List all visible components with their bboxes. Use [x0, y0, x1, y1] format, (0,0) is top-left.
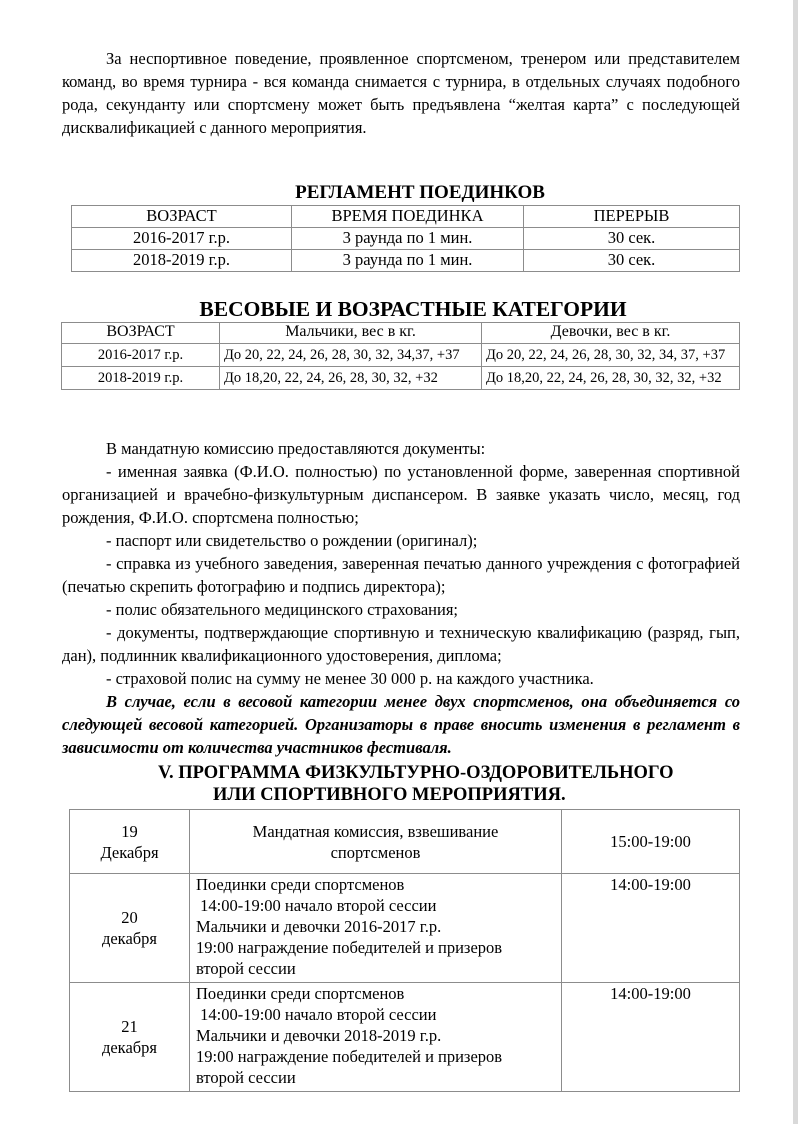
activity-line: Поединки среди спортсменов [196, 984, 405, 1003]
documents-section [62, 437, 740, 759]
table-cell: До 18,20, 22, 24, 26, 28, 30, 32, 32, +32 [482, 367, 740, 390]
table-header-row [62, 323, 740, 344]
time-cell: 14:00-19:00 [562, 983, 740, 1092]
activity-line: 19:00 награждение победителей и призеров [196, 1047, 503, 1066]
date-cell [70, 983, 190, 1092]
table-cell: 3 раунда по 1 мин. [292, 250, 524, 272]
table-cell: До 20, 22, 24, 26, 28, 30, 32, 34,37, +37 [220, 344, 482, 367]
date-day: 19 [121, 821, 138, 841]
table-cell: 2016-2017 г.р. [72, 228, 292, 250]
table-cell: 30 сек. [524, 228, 740, 250]
program-title-line1: V. ПРОГРАММА ФИЗКУЛЬТУРНО-ОЗДОРОВИТЕЛЬНОГО [158, 763, 674, 783]
activity-cell [190, 983, 562, 1092]
activity-cell [190, 810, 562, 874]
date-cell [70, 810, 190, 874]
date-month: Декабря [100, 842, 159, 862]
date-day: 21 [121, 1017, 138, 1036]
activity-line: 14:00-19:00 начало второй сессии [196, 896, 437, 915]
table-row [72, 250, 740, 272]
document-item: - полис обязательного медицинского страхования; [106, 600, 458, 619]
table-cell: 3 раунда по 1 мин. [292, 228, 524, 250]
activity-line: спортсменов [330, 842, 421, 862]
document-item: - паспорт или свидетельство о рождении (оригинал); [106, 531, 478, 550]
table-cell: До 18,20, 22, 24, 26, 28, 30, 32, +32 [220, 367, 482, 390]
table-header-cell: ПЕРЕРЫВ [524, 206, 740, 228]
date-month: декабря [101, 929, 158, 948]
activity-line: второй сессии [196, 1068, 296, 1087]
table-cell: 2018-2019 г.р. [62, 367, 220, 390]
activity-line: Поединки среди спортсменов [196, 875, 405, 894]
document-item: - справка из учебного заведения, заверенная печатью данного учреждения с фотографией (печатью скрепить фотографию и подпись директора); [62, 554, 740, 596]
table-cell: 30 сек. [524, 250, 740, 272]
date-month: декабря [101, 1038, 158, 1057]
page-edge-shadow [793, 0, 798, 1124]
document-item: - документы, подтверждающие спортивную и техническую квалификацию (разряд, гып, дан), подлинник квалификационного удостоверения, диплома; [62, 623, 740, 665]
table-cell: До 20, 22, 24, 26, 28, 30, 32, 34, 37, +37 [482, 344, 740, 367]
table-header-cell: Девочки, вес в кг. [482, 323, 740, 344]
activity-cell [190, 874, 562, 983]
fights-regulation-title: РЕГЛАМЕНТ ПОЕДИНКОВ [295, 182, 545, 203]
weight-category-note: В случае, если в весовой категории менее двух спортсменов, она объединяется со следующей весовой категорией. Организаторы в праве вносить изменения в регламент в зависимости от количества участников фестиваля. [62, 692, 740, 757]
table-header-row [72, 206, 740, 228]
activity-line: Мандатная комиссия, взвешивание [252, 821, 499, 841]
table-header-cell: Мальчики, вес в кг. [220, 323, 482, 344]
fights-regulation-table [71, 205, 740, 272]
document-item: - именная заявка (Ф.И.О. полностью) по установленной форме, заверенная спортивной организацией и врачебно-физкультурным диспансером. В заявке указать число, месяц, год рождения, Ф.И.О. спортсмена полностью; [62, 462, 740, 527]
document-item: - страховой полис на сумму не менее 30 000 р. на каждого участника. [106, 669, 594, 688]
documents-intro: В мандатную комиссию предоставляются документы: [106, 439, 486, 458]
weight-categories-table [61, 322, 740, 390]
time-cell: 15:00-19:00 [562, 810, 740, 874]
table-cell: 2018-2019 г.р. [72, 250, 292, 272]
intro-paragraph: За неспортивное поведение, проявленное спортсменом, тренером или представителем команд, во время турнира - вся команда снимается с турнира, в отдельных случаях подобного рода, секунданту или спортсмену может быть предъявлена “желтая карта” с последующей дисквалификацией с данного мероприятия. [62, 49, 740, 137]
table-row [70, 810, 740, 874]
table-row [72, 228, 740, 250]
time-cell: 14:00-19:00 [562, 874, 740, 983]
date-day: 20 [121, 908, 138, 927]
activity-line: второй сессии [196, 959, 296, 978]
table-header-cell: ВРЕМЯ ПОЕДИНКА [292, 206, 524, 228]
activity-line: Мальчики и девочки 2018-2019 г.р. [196, 1026, 442, 1045]
table-row [70, 983, 740, 1092]
program-title-line2: ИЛИ СПОРТИВНОГО МЕРОПРИЯТИЯ. [213, 785, 566, 805]
table-row [62, 367, 740, 390]
program-table [69, 809, 740, 1092]
weight-categories-title: ВЕСОВЫЕ И ВОЗРАСТНЫЕ КАТЕГОРИИ [199, 297, 627, 321]
table-row [62, 344, 740, 367]
table-header-cell: ВОЗРАСТ [62, 323, 220, 344]
activity-line: 19:00 награждение победителей и призеров [196, 938, 503, 957]
table-header-cell: ВОЗРАСТ [72, 206, 292, 228]
table-cell: 2016-2017 г.р. [62, 344, 220, 367]
activity-line: Мальчики и девочки 2016-2017 г.р. [196, 917, 442, 936]
activity-line: 14:00-19:00 начало второй сессии [196, 1005, 437, 1024]
table-row [70, 874, 740, 983]
date-cell [70, 874, 190, 983]
